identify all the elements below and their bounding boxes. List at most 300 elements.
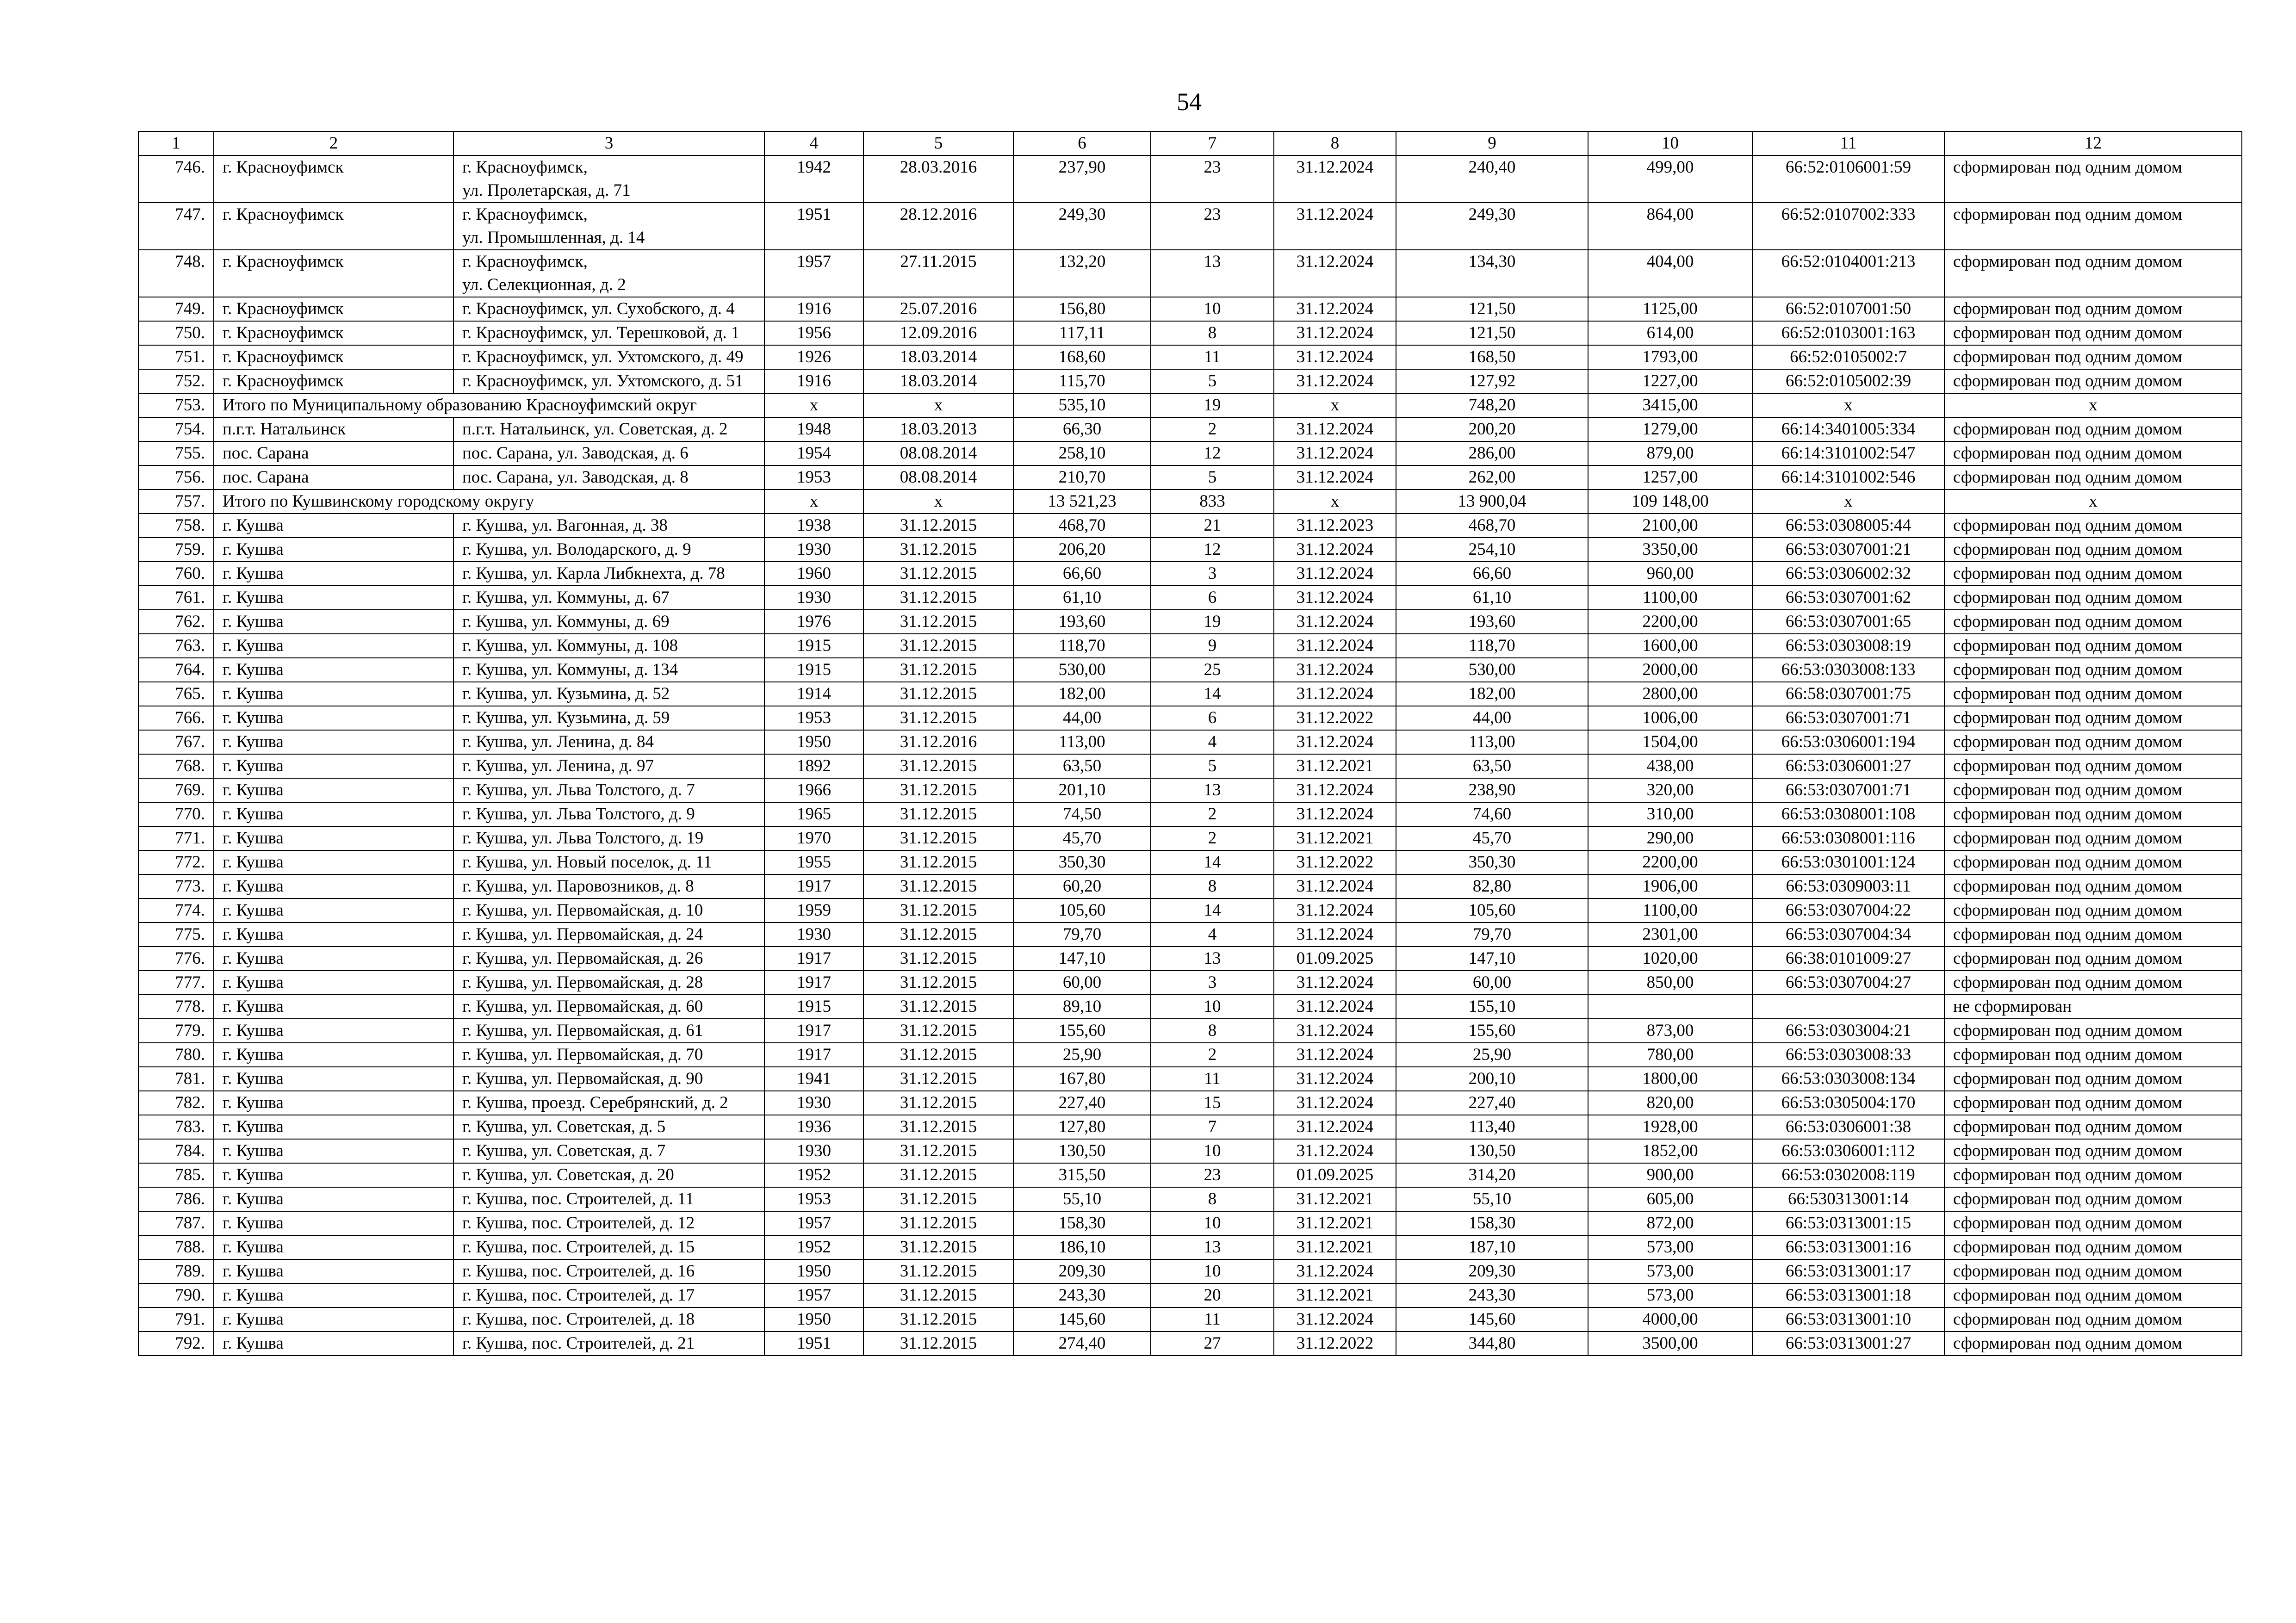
- cadastral-number-cell: 66:53:0313001:15: [1752, 1211, 1944, 1235]
- address-cell: г. Кушва, ул. Вагонная, д. 38: [453, 514, 764, 538]
- address-cell: г. Кушва, ул. Коммуны, д. 67: [453, 586, 764, 610]
- date-cell: 31.12.2015: [863, 586, 1013, 610]
- municipality-cell: г. Красноуфимск: [214, 345, 453, 369]
- address-cell: г. Кушва, ул. Советская, д. 20: [453, 1163, 764, 1187]
- cadastral-number-cell: 66:52:0105002:39: [1752, 369, 1944, 393]
- residents-cell: 2: [1151, 1043, 1274, 1067]
- cadastral-number-cell: 66:53:0306001:112: [1752, 1139, 1944, 1163]
- year-cell: 1917: [764, 1043, 863, 1067]
- address-cell: г. Кушва, проезд. Серебрянский, д. 2: [453, 1091, 764, 1115]
- area-cell: 182,00: [1396, 682, 1588, 706]
- year-cell: 1917: [764, 1019, 863, 1043]
- area-cell: 167,80: [1013, 1067, 1151, 1091]
- area-cell: 82,80: [1396, 874, 1588, 898]
- address-cell: г. Кушва, ул. Паровозников, д. 8: [453, 874, 764, 898]
- column-header: 9: [1396, 131, 1588, 155]
- year-cell: 1930: [764, 1139, 863, 1163]
- residents-cell: 3: [1151, 562, 1274, 586]
- year-cell: 1953: [764, 1187, 863, 1211]
- address-cell: г. Кушва, пос. Строителей, д. 11: [453, 1187, 764, 1211]
- year-cell: 1892: [764, 754, 863, 778]
- date-cell: 31.12.2024: [1274, 203, 1396, 250]
- date-cell: 01.09.2025: [1274, 947, 1396, 971]
- area-cell: 130,50: [1013, 1139, 1151, 1163]
- area-cell: 132,20: [1013, 250, 1151, 297]
- status-cell: сформирован под одним домом: [1944, 586, 2242, 610]
- date-cell: 18.03.2014: [863, 345, 1013, 369]
- address-cell: г. Кушва, пос. Строителей, д. 17: [453, 1283, 764, 1307]
- table-row: [138, 1019, 2242, 1043]
- row-number: 755.: [138, 441, 214, 465]
- municipality-cell: г. Красноуфимск: [214, 203, 453, 250]
- date-cell: 31.12.2015: [863, 754, 1013, 778]
- year-cell: 1951: [764, 203, 863, 250]
- area-cell: 274,40: [1013, 1332, 1151, 1356]
- status-cell: сформирован под одним домом: [1944, 634, 2242, 658]
- area-cell: 44,00: [1396, 706, 1588, 730]
- area-cell: 155,10: [1396, 995, 1588, 1019]
- area-cell: 66,60: [1013, 562, 1151, 586]
- date-cell: 31.12.2024: [1274, 1259, 1396, 1283]
- table-row: [138, 538, 2242, 562]
- table-row: [138, 1163, 2242, 1187]
- cadastral-number-cell: 66:53:0308001:116: [1752, 826, 1944, 850]
- cadastral-number-cell: 66:53:0309003:11: [1752, 874, 1944, 898]
- year-cell: 1930: [764, 586, 863, 610]
- date-cell: 01.09.2025: [1274, 1163, 1396, 1187]
- year-cell: 1948: [764, 417, 863, 441]
- residents-cell: 8: [1151, 1019, 1274, 1043]
- address-cell: г. Кушва, ул. Коммуны, д. 108: [453, 634, 764, 658]
- date-cell: 31.12.2015: [863, 898, 1013, 923]
- status-cell: сформирован под одним домом: [1944, 1283, 2242, 1307]
- land-area-cell: 873,00: [1588, 1019, 1752, 1043]
- area-cell: 66,30: [1013, 417, 1151, 441]
- date-cell: 31.12.2024: [1274, 321, 1396, 345]
- row-number: 762.: [138, 610, 214, 634]
- date-cell: 31.12.2015: [863, 658, 1013, 682]
- table-row: [138, 971, 2242, 995]
- land-area-cell: 2800,00: [1588, 682, 1752, 706]
- cadastral-number-cell: 66:53:0313001:27: [1752, 1332, 1944, 1356]
- row-number: 754.: [138, 417, 214, 441]
- residents-cell: 14: [1151, 850, 1274, 874]
- status-cell: сформирован под одним домом: [1944, 826, 2242, 850]
- municipality-cell: г. Кушва: [214, 947, 453, 971]
- date-cell: 31.12.2024: [1274, 682, 1396, 706]
- status-cell: сформирован под одним домом: [1944, 514, 2242, 538]
- date-cell: 31.12.2024: [1274, 923, 1396, 947]
- area-cell: 238,90: [1396, 778, 1588, 802]
- date-cell: 31.12.2015: [863, 1332, 1013, 1356]
- area-cell: 314,20: [1396, 1163, 1588, 1187]
- residents-cell: 4: [1151, 923, 1274, 947]
- area-cell: 79,70: [1013, 923, 1151, 947]
- address-cell: г. Кушва, ул. Первомайская, д. 26: [453, 947, 764, 971]
- area-cell: 227,40: [1013, 1091, 1151, 1115]
- residents-cell: 10: [1151, 1259, 1274, 1283]
- cadastral-number-cell: 66:53:0313001:10: [1752, 1307, 1944, 1332]
- area-cell: 254,10: [1396, 538, 1588, 562]
- year-cell: 1915: [764, 658, 863, 682]
- date-cell: 31.12.2024: [1274, 345, 1396, 369]
- row-number: 781.: [138, 1067, 214, 1091]
- area-cell: 535,10: [1013, 393, 1151, 417]
- area-cell: 200,20: [1396, 417, 1588, 441]
- cadastral-number-cell: 66:53:0307001:71: [1752, 778, 1944, 802]
- date-cell: 31.12.2024: [1274, 898, 1396, 923]
- area-cell: 530,00: [1013, 658, 1151, 682]
- column-header: 11: [1752, 131, 1944, 155]
- municipality-cell: г. Кушва: [214, 1019, 453, 1043]
- address-cell: г. Красноуфимск, ул. Ухтомского, д. 51: [453, 369, 764, 393]
- date-cell: 31.12.2024: [1274, 1067, 1396, 1091]
- column-header: 7: [1151, 131, 1274, 155]
- municipality-cell: г. Красноуфимск: [214, 250, 453, 297]
- cadastral-number-cell: 66:52:0105002:7: [1752, 345, 1944, 369]
- cadastral-number-cell: 66:53:0308005:44: [1752, 514, 1944, 538]
- registry-table: [138, 131, 2242, 1356]
- residents-cell: 12: [1151, 441, 1274, 465]
- municipality-cell: г. Кушва: [214, 923, 453, 947]
- area-cell: 243,30: [1013, 1283, 1151, 1307]
- land-area-cell: 850,00: [1588, 971, 1752, 995]
- date-cell: 31.12.2021: [1274, 1283, 1396, 1307]
- cadastral-number-cell: 66:14:3401005:334: [1752, 417, 1944, 441]
- area-cell: 206,20: [1013, 538, 1151, 562]
- date-cell: 31.12.2015: [863, 1139, 1013, 1163]
- status-cell: сформирован под одним домом: [1944, 562, 2242, 586]
- table-row: [138, 441, 2242, 465]
- year-cell: 1915: [764, 995, 863, 1019]
- status-cell: сформирован под одним домом: [1944, 1043, 2242, 1067]
- row-number: 778.: [138, 995, 214, 1019]
- address-cell: г. Кушва, пос. Строителей, д. 16: [453, 1259, 764, 1283]
- land-area-cell: 1906,00: [1588, 874, 1752, 898]
- municipality-cell: г. Кушва: [214, 1067, 453, 1091]
- date-cell: 31.12.2015: [863, 682, 1013, 706]
- date-cell: 31.12.2015: [863, 706, 1013, 730]
- year-cell: 1942: [764, 155, 863, 203]
- row-number: 791.: [138, 1307, 214, 1332]
- land-area-cell: 872,00: [1588, 1211, 1752, 1235]
- address-cell: г. Кушва, пос. Строителей, д. 12: [453, 1211, 764, 1235]
- cadastral-number-cell: 66:52:0107002:333: [1752, 203, 1944, 250]
- date-cell: 31.12.2015: [863, 778, 1013, 802]
- date-cell: 31.12.2021: [1274, 1235, 1396, 1259]
- table-row: [138, 514, 2242, 538]
- residents-cell: 15: [1151, 1091, 1274, 1115]
- cadastral-number-cell: 66:53:0307001:21: [1752, 538, 1944, 562]
- residents-cell: 10: [1151, 1211, 1274, 1235]
- municipality-cell: г. Кушва: [214, 1163, 453, 1187]
- date-cell: 08.08.2014: [863, 465, 1013, 489]
- year-cell: 1970: [764, 826, 863, 850]
- address-cell: пос. Сарана, ул. Заводская, д. 8: [453, 465, 764, 489]
- land-area-cell: 2200,00: [1588, 610, 1752, 634]
- date-cell: 31.12.2024: [1274, 730, 1396, 754]
- status-cell: сформирован под одним домом: [1944, 1067, 2242, 1091]
- land-area-cell: 1800,00: [1588, 1067, 1752, 1091]
- area-cell: 249,30: [1396, 203, 1588, 250]
- date-cell: 31.12.2015: [863, 514, 1013, 538]
- year-cell: 1930: [764, 923, 863, 947]
- cadastral-number-cell: 66:38:0101009:27: [1752, 947, 1944, 971]
- date-cell: 31.12.2015: [863, 1043, 1013, 1067]
- area-cell: 25,90: [1396, 1043, 1588, 1067]
- table-row: [138, 417, 2242, 441]
- date-cell: 31.12.2021: [1274, 826, 1396, 850]
- land-area-cell: 3415,00: [1588, 393, 1752, 417]
- residents-cell: 20: [1151, 1283, 1274, 1307]
- address-cell: г. Кушва, ул. Ленина, д. 84: [453, 730, 764, 754]
- row-number: 759.: [138, 538, 214, 562]
- area-cell: 350,30: [1013, 850, 1151, 874]
- land-area-cell: 109 148,00: [1588, 489, 1752, 514]
- area-cell: 262,00: [1396, 465, 1588, 489]
- status-cell: сформирован под одним домом: [1944, 658, 2242, 682]
- area-cell: 286,00: [1396, 441, 1588, 465]
- date-cell: 28.03.2016: [863, 155, 1013, 203]
- row-number: 747.: [138, 203, 214, 250]
- residents-cell: 8: [1151, 1187, 1274, 1211]
- year-cell: 1950: [764, 730, 863, 754]
- area-cell: 79,70: [1396, 923, 1588, 947]
- year-cell: x: [764, 489, 863, 514]
- cadastral-number-cell: 66:53:0307001:62: [1752, 586, 1944, 610]
- area-cell: 118,70: [1396, 634, 1588, 658]
- residents-cell: 2: [1151, 826, 1274, 850]
- area-cell: 115,70: [1013, 369, 1151, 393]
- table-body: [138, 155, 2242, 1356]
- status-cell: сформирован под одним домом: [1944, 1235, 2242, 1259]
- land-area-cell: 1793,00: [1588, 345, 1752, 369]
- residents-cell: 11: [1151, 1067, 1274, 1091]
- date-cell: x: [1274, 489, 1396, 514]
- cadastral-number-cell: x: [1752, 393, 1944, 417]
- table-row: [138, 1235, 2242, 1259]
- status-cell: сформирован под одним домом: [1944, 465, 2242, 489]
- area-cell: 182,00: [1013, 682, 1151, 706]
- cadastral-number-cell: 66:53:0303008:134: [1752, 1067, 1944, 1091]
- date-cell: 31.12.2015: [863, 1283, 1013, 1307]
- area-cell: 200,10: [1396, 1067, 1588, 1091]
- land-area-cell: 1852,00: [1588, 1139, 1752, 1163]
- residents-cell: 10: [1151, 995, 1274, 1019]
- cadastral-number-cell: 66:14:3101002:547: [1752, 441, 1944, 465]
- date-cell: 18.03.2013: [863, 417, 1013, 441]
- date-cell: 31.12.2024: [1274, 1043, 1396, 1067]
- status-cell: сформирован под одним домом: [1944, 1332, 2242, 1356]
- area-cell: 145,60: [1396, 1307, 1588, 1332]
- area-cell: 63,50: [1396, 754, 1588, 778]
- cadastral-number-cell: 66:53:0301001:124: [1752, 850, 1944, 874]
- year-cell: 1952: [764, 1235, 863, 1259]
- cadastral-number-cell: 66:52:0104001:213: [1752, 250, 1944, 297]
- cadastral-number-cell: 66:53:0307001:65: [1752, 610, 1944, 634]
- table-row: [138, 874, 2242, 898]
- area-cell: 147,10: [1013, 947, 1151, 971]
- residents-cell: 21: [1151, 514, 1274, 538]
- status-cell: сформирован под одним домом: [1944, 1211, 2242, 1235]
- area-cell: 145,60: [1013, 1307, 1151, 1332]
- table-row: [138, 465, 2242, 489]
- address-cell: г. Кушва, ул. Карла Либкнехта, д. 78: [453, 562, 764, 586]
- address-cell: г. Кушва, пос. Строителей, д. 21: [453, 1332, 764, 1356]
- status-cell: сформирован под одним домом: [1944, 754, 2242, 778]
- land-area-cell: 3500,00: [1588, 1332, 1752, 1356]
- municipality-cell: г. Кушва: [214, 898, 453, 923]
- date-cell: 31.12.2015: [863, 802, 1013, 826]
- date-cell: 31.12.2024: [1274, 250, 1396, 297]
- status-cell: сформирован под одним домом: [1944, 441, 2242, 465]
- residents-cell: 19: [1151, 393, 1274, 417]
- municipality-cell: г. Кушва: [214, 610, 453, 634]
- municipality-cell: п.г.т. Натальинск: [214, 417, 453, 441]
- date-cell: 31.12.2015: [863, 1019, 1013, 1043]
- area-cell: 113,40: [1396, 1115, 1588, 1139]
- area-cell: 209,30: [1396, 1259, 1588, 1283]
- area-cell: 45,70: [1013, 826, 1151, 850]
- area-cell: 45,70: [1396, 826, 1588, 850]
- status-cell: сформирован под одним домом: [1944, 1307, 2242, 1332]
- residents-cell: 11: [1151, 1307, 1274, 1332]
- address-cell: г. Кушва, пос. Строителей, д. 18: [453, 1307, 764, 1332]
- cadastral-number-cell: 66:53:0303008:33: [1752, 1043, 1944, 1067]
- date-cell: 31.12.2024: [1274, 995, 1396, 1019]
- municipality-cell: г. Кушва: [214, 514, 453, 538]
- row-number: 769.: [138, 778, 214, 802]
- land-area-cell: 900,00: [1588, 1163, 1752, 1187]
- page-number: 54: [1177, 88, 1202, 116]
- land-area-cell: 1600,00: [1588, 634, 1752, 658]
- year-cell: 1930: [764, 1091, 863, 1115]
- area-cell: 13 521,23: [1013, 489, 1151, 514]
- row-number: 767.: [138, 730, 214, 754]
- date-cell: 31.12.2024: [1274, 297, 1396, 321]
- cadastral-number-cell: 66:53:0303008:19: [1752, 634, 1944, 658]
- municipality-cell: г. Красноуфимск: [214, 155, 453, 203]
- table-row: [138, 1187, 2242, 1211]
- status-cell: сформирован под одним домом: [1944, 682, 2242, 706]
- residents-cell: 2: [1151, 802, 1274, 826]
- land-area-cell: 1928,00: [1588, 1115, 1752, 1139]
- date-cell: 31.12.2015: [863, 562, 1013, 586]
- date-cell: 31.12.2015: [863, 1307, 1013, 1332]
- area-cell: 187,10: [1396, 1235, 1588, 1259]
- area-cell: 237,90: [1013, 155, 1151, 203]
- row-number: 751.: [138, 345, 214, 369]
- cadastral-number-cell: 66:53:0307001:71: [1752, 706, 1944, 730]
- year-cell: 1957: [764, 250, 863, 297]
- land-area-cell: 404,00: [1588, 250, 1752, 297]
- date-cell: 31.12.2024: [1274, 155, 1396, 203]
- row-number: 761.: [138, 586, 214, 610]
- residents-cell: 11: [1151, 345, 1274, 369]
- cadastral-number-cell: 66:52:0106001:59: [1752, 155, 1944, 203]
- table-row: [138, 610, 2242, 634]
- row-number: 784.: [138, 1139, 214, 1163]
- status-cell: сформирован под одним домом: [1944, 538, 2242, 562]
- year-cell: 1916: [764, 297, 863, 321]
- residents-cell: 9: [1151, 634, 1274, 658]
- residents-cell: 13: [1151, 947, 1274, 971]
- cadastral-number-cell: 66:53:0303008:133: [1752, 658, 1944, 682]
- cadastral-number-cell: 66:53:0303004:21: [1752, 1019, 1944, 1043]
- area-cell: 350,30: [1396, 850, 1588, 874]
- address-cell: г. Кушва, ул. Кузьмина, д. 52: [453, 682, 764, 706]
- date-cell: 31.12.2022: [1274, 850, 1396, 874]
- address-cell: г. Кушва, ул. Первомайская, д. 28: [453, 971, 764, 995]
- area-cell: 168,50: [1396, 345, 1588, 369]
- date-cell: 25.07.2016: [863, 297, 1013, 321]
- row-number: 765.: [138, 682, 214, 706]
- area-cell: 61,10: [1013, 586, 1151, 610]
- area-cell: 25,90: [1013, 1043, 1151, 1067]
- land-area-cell: 320,00: [1588, 778, 1752, 802]
- date-cell: 31.12.2024: [1274, 1139, 1396, 1163]
- table-row: [138, 250, 2242, 297]
- area-cell: 113,00: [1013, 730, 1151, 754]
- column-header: 4: [764, 131, 863, 155]
- row-number: 788.: [138, 1235, 214, 1259]
- row-number: 780.: [138, 1043, 214, 1067]
- row-number: 757.: [138, 489, 214, 514]
- date-cell: 31.12.2024: [1274, 1019, 1396, 1043]
- row-number: 773.: [138, 874, 214, 898]
- address-cell: г. Кушва, ул. Первомайская, д. 61: [453, 1019, 764, 1043]
- area-cell: 468,70: [1396, 514, 1588, 538]
- date-cell: x: [1274, 393, 1396, 417]
- land-area-cell: 960,00: [1588, 562, 1752, 586]
- date-cell: x: [863, 393, 1013, 417]
- table-row: [138, 1307, 2242, 1332]
- residents-cell: 833: [1151, 489, 1274, 514]
- row-number: 746.: [138, 155, 214, 203]
- status-cell: сформирован под одним домом: [1944, 203, 2242, 250]
- residents-cell: 13: [1151, 778, 1274, 802]
- address-cell: г. Кушва, ул. Льва Толстого, д. 19: [453, 826, 764, 850]
- date-cell: 31.12.2024: [1274, 441, 1396, 465]
- row-number: 777.: [138, 971, 214, 995]
- residents-cell: 27: [1151, 1332, 1274, 1356]
- area-cell: 117,11: [1013, 321, 1151, 345]
- residents-cell: 8: [1151, 321, 1274, 345]
- cadastral-number-cell: 66:53:0306001:38: [1752, 1115, 1944, 1139]
- land-area-cell: 1257,00: [1588, 465, 1752, 489]
- row-number: 758.: [138, 514, 214, 538]
- area-cell: 121,50: [1396, 321, 1588, 345]
- year-cell: 1956: [764, 321, 863, 345]
- area-cell: 201,10: [1013, 778, 1151, 802]
- date-cell: 31.12.2024: [1274, 369, 1396, 393]
- area-cell: 147,10: [1396, 947, 1588, 971]
- status-cell: сформирован под одним домом: [1944, 947, 2242, 971]
- area-cell: 193,60: [1396, 610, 1588, 634]
- area-cell: 530,00: [1396, 658, 1588, 682]
- date-cell: 31.12.2021: [1274, 754, 1396, 778]
- table-row: [138, 345, 2242, 369]
- area-cell: 315,50: [1013, 1163, 1151, 1187]
- land-area-cell: 499,00: [1588, 155, 1752, 203]
- table-row: [138, 1091, 2242, 1115]
- area-cell: 105,60: [1396, 898, 1588, 923]
- year-cell: 1955: [764, 850, 863, 874]
- area-cell: 193,60: [1013, 610, 1151, 634]
- date-cell: 31.12.2024: [1274, 971, 1396, 995]
- area-cell: 155,60: [1396, 1019, 1588, 1043]
- address-cell: г. Кушва, ул. Первомайская, д. 90: [453, 1067, 764, 1091]
